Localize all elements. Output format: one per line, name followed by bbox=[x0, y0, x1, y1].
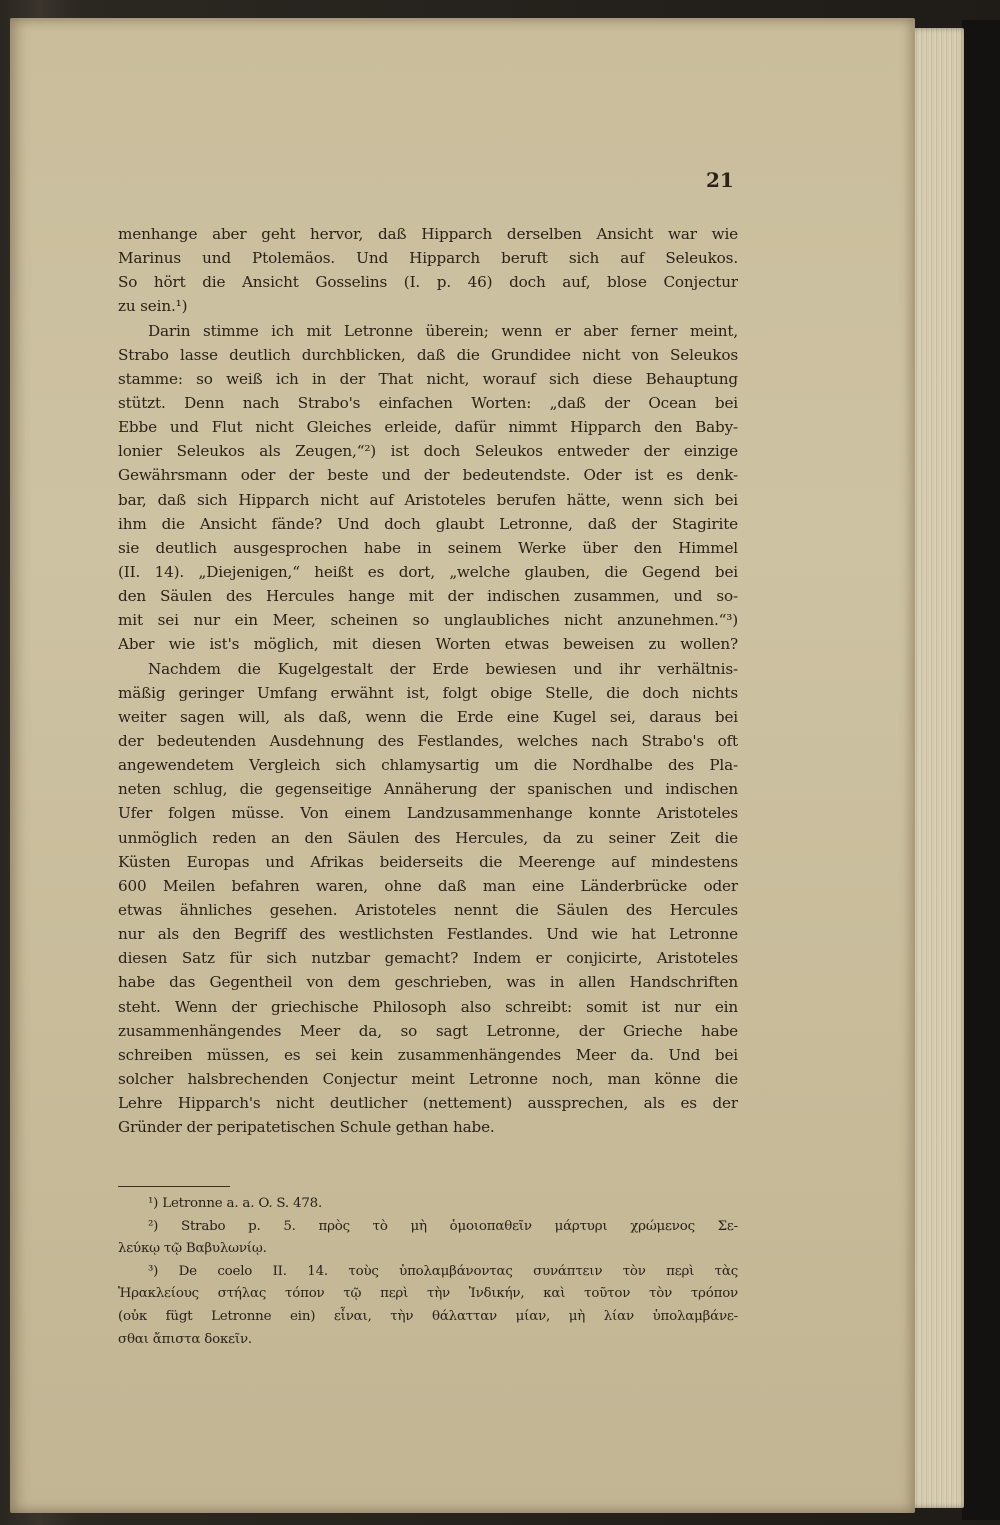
book-cover-edge bbox=[962, 20, 1000, 1520]
body-line: ihm die Ansicht fände? Und doch glaubt Letronne, daß der Stagirite bbox=[118, 514, 738, 533]
body-line: stützt. Denn nach Strabo's einfachen Worten: „daß der Ocean bei bbox=[118, 393, 738, 412]
body-line: unmöglich reden an den Säulen des Hercules, da zu seiner Zeit die bbox=[118, 828, 738, 847]
body-line: nur als den Begriff des westlichsten Festlandes. Und wie hat Letronne bbox=[118, 925, 738, 944]
body-line: neten schlug, die gegenseitige Annäherung der spanischen und indischen bbox=[118, 780, 738, 799]
body-line: Darin stimme ich mit Letronne überein; wenn er aber ferner meint, bbox=[148, 321, 738, 340]
body-line: Ebbe und Flut nicht Gleiches erleide, dafür nimmt Hipparch den Baby- bbox=[118, 418, 738, 437]
body-line: Marinus und Ptolemäos. Und Hipparch beruft sich auf Seleukos. bbox=[118, 249, 738, 268]
body-line: menhange aber geht hervor, daß Hipparch derselben Ansicht war wie bbox=[118, 225, 738, 243]
body-line: steht. Wenn der griechische Philosoph also schreibt: somit ist nur ein bbox=[118, 997, 738, 1016]
body-line: Ufer folgen müsse. Von einem Landzusammenhange konnte Aristoteles bbox=[118, 804, 738, 823]
body-line: der bedeutenden Ausdehnung des Festlandes, welches nach Strabo's oft bbox=[118, 731, 738, 750]
body-line: habe das Gegentheil von dem geschrieben, was in allen Handschriften bbox=[118, 973, 738, 992]
body-line: Küsten Europas und Afrikas beiderseits die Meerenge auf mindestens bbox=[118, 852, 738, 871]
body-line: Strabo lasse deutlich durchblicken, daß die Grundidee nicht von Seleukos bbox=[118, 345, 738, 364]
body-line: zu sein.¹) bbox=[118, 297, 188, 316]
body-line: weiter sagen will, als daß, wenn die Erde eine Kugel sei, daraus bei bbox=[118, 707, 738, 726]
footnotes bbox=[118, 1193, 738, 1351]
body-text bbox=[118, 222, 738, 1139]
body-line: den Säulen des Hercules hange mit der indischen zusammen, und so- bbox=[118, 587, 738, 606]
body-line: lonier Seleukos als Zeugen,“²) ist doch Seleukos entweder der einzige bbox=[118, 442, 738, 461]
footnote-line: ²) Strabo p. 5. πρὸς τὸ μὴ ὁμοιοπαθεῖν μάρτυρι χρώμενος Σε- bbox=[148, 1218, 738, 1234]
body-line: mit sei nur ein Meer, scheinen so unglaubliches nicht anzunehmen.“³) bbox=[118, 611, 738, 630]
footnote-divider bbox=[118, 1186, 230, 1187]
page-stack-edge bbox=[912, 28, 964, 1508]
body-line: Gründer der peripatetischen Schule gethan habe. bbox=[118, 1118, 495, 1137]
body-line: So hört die Ansicht Gosselins (I. p. 46) doch auf, blose Conjectur bbox=[118, 273, 738, 292]
body-line: sie deutlich ausgesprochen habe in seinem Werke über den Himmel bbox=[118, 538, 738, 557]
footnote-line: λεύκῳ τῷ Βαβυλωνίῳ. bbox=[118, 1241, 267, 1257]
body-line: Nachdem die Kugelgestalt der Erde bewiesen und ihr verhältnis- bbox=[148, 659, 738, 678]
body-line: (II. 14). „Diejenigen,“ heißt es dort, „welche glauben, die Gegend bei bbox=[118, 562, 738, 581]
body-line: diesen Satz für sich nutzbar gemacht? Indem er conjicirte, Aristoteles bbox=[118, 949, 738, 968]
footnote-line: Ἡρακλείους στήλας τόπον τῷ περὶ τὴν Ἰνδικήν, καὶ τοῦτον τὸν τρόπον bbox=[118, 1286, 738, 1302]
body-line: Gewährsmann oder der beste und der bedeutendste. Oder ist es denk- bbox=[118, 466, 738, 485]
body-line: solcher halsbrechenden Conjectur meint Letronne noch, man könne die bbox=[118, 1069, 738, 1088]
body-line: Aber wie ist's möglich, mit diesen Worten etwas beweisen zu wollen? bbox=[118, 635, 738, 654]
footnote-line: ³) De coelo II. 14. τοὺς ὑπολαμβάνοντας συνάπτειν τὸν περὶ τὰς bbox=[148, 1263, 738, 1279]
body-line: angewendetem Vergleich sich chlamysartig um die Nordhalbe des Pla- bbox=[118, 756, 738, 775]
body-line: schreiben müssen, es sei kein zusammenhängendes Meer da. Und bei bbox=[118, 1045, 738, 1064]
body-line: mäßig geringer Umfang erwähnt ist, folgt obige Stelle, die doch nichts bbox=[118, 683, 738, 702]
body-line: Lehre Hipparch's nicht deutlicher (nettement) aussprechen, als es der bbox=[118, 1094, 738, 1113]
body-line: 600 Meilen befahren waren, ohne daß man eine Länderbrücke oder bbox=[118, 876, 738, 895]
footnote-line: ¹) Letronne a. a. O. S. 478. bbox=[148, 1196, 323, 1211]
body-line: zusammenhängendes Meer da, so sagt Letronne, der Grieche habe bbox=[118, 1021, 738, 1040]
body-line: bar, daß sich Hipparch nicht auf Aristoteles berufen hätte, wenn sich bei bbox=[118, 490, 738, 509]
body-line: stamme: so weiß ich in der That nicht, worauf sich diese Behauptung bbox=[118, 369, 738, 388]
footnote-line: (οὐκ fügt Letronne ein) εἶναι, τὴν θάλατταν μίαν, μὴ λίαν ὑπολαμβάνε- bbox=[118, 1308, 738, 1324]
page-number: 21 bbox=[706, 168, 734, 192]
body-line: etwas ähnliches gesehen. Aristoteles nennt die Säulen des Hercules bbox=[118, 900, 738, 919]
footnote-line: σθαι ἄπιστα δοκεῖν. bbox=[118, 1331, 252, 1347]
